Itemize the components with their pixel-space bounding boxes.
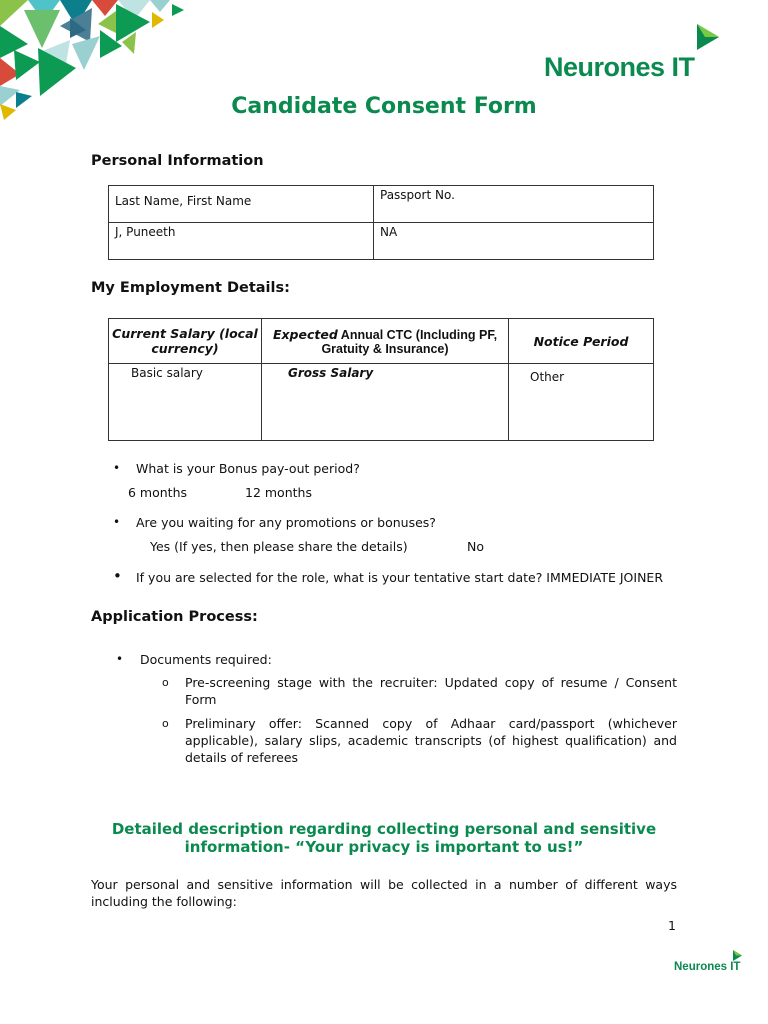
page-number: 1 bbox=[668, 918, 676, 933]
footer-logo-text: Neurones IT bbox=[674, 961, 741, 973]
privacy-paragraph: Your personal and sensitive information will be collected in a number of different ways including the following: bbox=[91, 877, 677, 909]
privacy-heading-line2: information- “Your privacy is important to us!” bbox=[184, 838, 584, 856]
bonus-question bbox=[113, 461, 360, 476]
preliminary-offer-text: Preliminary offer: Scanned copy of Adhaar card/passport (whichever applicable), salary slips, academic transcripts (of highest qualification) and details of referees bbox=[185, 716, 677, 765]
document-title: Candidate Consent Form bbox=[231, 94, 537, 119]
name-header: Last Name, First Name bbox=[109, 186, 374, 223]
documents-required-text: Documents required: bbox=[140, 652, 272, 667]
bonus-option-6-months: 6 months bbox=[128, 485, 188, 500]
bullet-icon: • bbox=[113, 567, 122, 585]
privacy-heading bbox=[0, 820, 768, 856]
documents-required bbox=[116, 652, 272, 667]
personal-info-heading: Personal Information bbox=[91, 153, 264, 169]
current-salary-value: Basic salary bbox=[109, 364, 262, 441]
footer-logo bbox=[674, 950, 746, 978]
preliminary-offer-item bbox=[162, 715, 677, 766]
promotion-option-no: No bbox=[467, 539, 484, 554]
employment-table bbox=[108, 318, 654, 441]
bullet-icon: • bbox=[113, 515, 121, 529]
bullet-icon: • bbox=[113, 461, 121, 475]
promotion-option-yes: Yes (If yes, then please share the details) bbox=[150, 539, 408, 554]
notice-period-header-text: Notice Period bbox=[533, 333, 629, 349]
employment-heading: My Employment Details: bbox=[91, 280, 290, 296]
footer-logo-arrow-icon bbox=[733, 950, 743, 961]
notice-period-header bbox=[509, 319, 654, 364]
passport-header: Passport No. bbox=[374, 186, 654, 223]
pre-screening-text: Pre-screening stage with the recruiter: Updated copy of resume / Consent Form bbox=[185, 675, 677, 707]
circle-bullet-icon: o bbox=[162, 717, 169, 730]
company-logo bbox=[544, 24, 724, 84]
circle-bullet-icon: o bbox=[162, 676, 169, 689]
pre-screening-item bbox=[162, 674, 677, 708]
name-value: J, Puneeth bbox=[109, 223, 374, 260]
logo-text: Neurones IT bbox=[544, 52, 695, 82]
expected-ctc-header-italic: Expected bbox=[272, 326, 338, 342]
promotion-question bbox=[113, 515, 436, 530]
start-date-question bbox=[113, 567, 664, 585]
privacy-heading-line1: Detailed description regarding collecting personal and sensitive bbox=[111, 820, 657, 838]
bonus-question-text: What is your Bonus pay-out period? bbox=[136, 461, 360, 476]
bullet-icon: • bbox=[116, 652, 124, 666]
notice-period-value: Other bbox=[509, 364, 654, 441]
personal-info-table bbox=[108, 185, 654, 260]
current-salary-header-text: Current Salary (local currency) bbox=[112, 326, 258, 356]
application-heading: Application Process: bbox=[91, 609, 258, 625]
expected-ctc-header-text: Annual CTC (Including PF, Gratuity & Insurance) bbox=[321, 327, 498, 356]
current-salary-header bbox=[109, 319, 262, 364]
expected-ctc-header bbox=[262, 319, 509, 364]
logo-arrow-icon bbox=[697, 24, 721, 50]
start-date-question-text: If you are selected for the role, what is your tentative start date? IMMEDIATE JOINER bbox=[136, 570, 664, 585]
expected-ctc-value: Gross Salary bbox=[262, 364, 509, 441]
bonus-option-12-months: 12 months bbox=[245, 485, 312, 500]
promotion-question-text: Are you waiting for any promotions or bonuses? bbox=[136, 515, 436, 530]
passport-value: NA bbox=[374, 223, 654, 260]
